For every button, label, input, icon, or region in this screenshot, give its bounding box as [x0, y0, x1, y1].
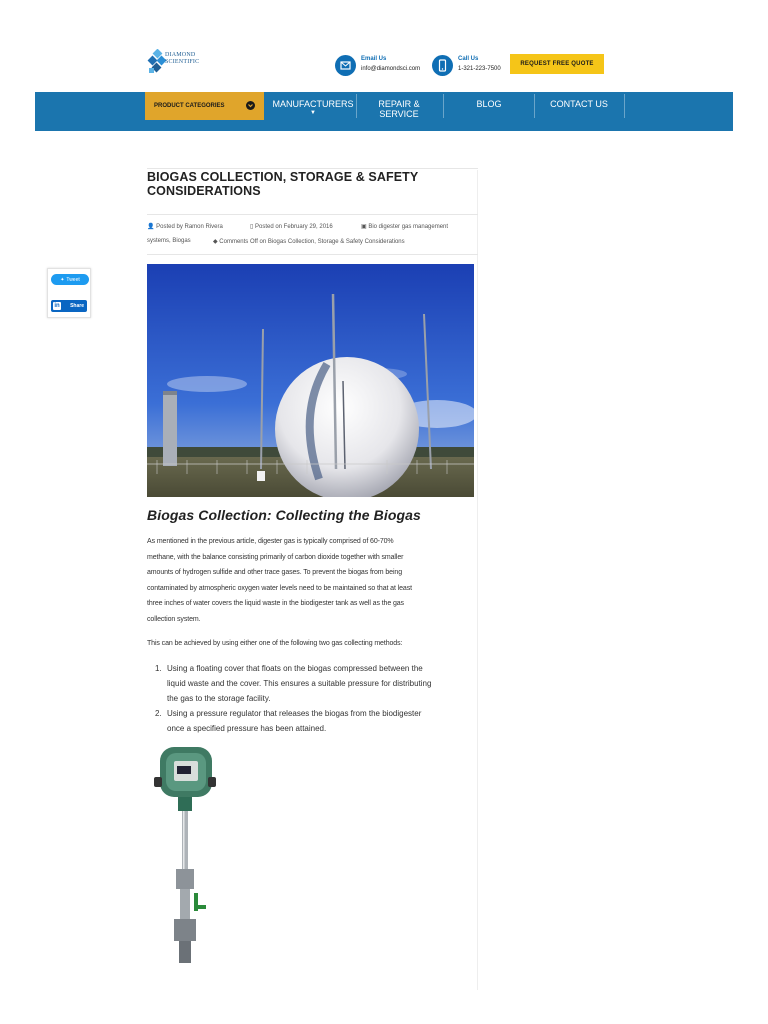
user-icon: 👤	[147, 224, 155, 230]
nav-repair-line2: SERVICE	[379, 109, 419, 119]
chevron-down-icon	[246, 101, 255, 110]
calendar-icon: ▯	[250, 224, 254, 230]
request-quote-button[interactable]: REQUEST FREE QUOTE	[510, 54, 604, 74]
tweet-button[interactable]	[51, 274, 89, 285]
section-heading: Biogas Collection: Collecting the Biogas	[147, 507, 421, 523]
list-line: Using a pressure regulator that releases the biogas from the biodigester	[167, 709, 422, 718]
meta-bottom-rule	[147, 254, 478, 255]
logo-line-2: SCIENTIFIC	[165, 59, 200, 65]
nav-divider	[624, 94, 625, 118]
nav-blog[interactable]: BLOG	[476, 99, 502, 109]
meta-comments-text: Comments Off on Biogas Collection, Storage & Safety Considerations	[219, 239, 405, 245]
email-icon[interactable]	[335, 55, 356, 76]
meta-date	[250, 223, 333, 230]
paragraph-line: collection system.	[147, 615, 201, 623]
phone-value[interactable]: 1-321-223-7500	[458, 66, 501, 72]
email-label: Email Us	[361, 56, 387, 62]
logo-wordmark	[165, 52, 199, 66]
email-value[interactable]: info@diamondsci.com	[361, 66, 421, 72]
biogas-dome-photo	[147, 264, 474, 497]
nav-divider	[534, 94, 535, 118]
phone-label: Call Us	[458, 56, 479, 62]
nav-repair-line1: REPAIR &	[378, 99, 420, 109]
nav-manufacturers[interactable]	[269, 99, 357, 117]
list-line: once a specified pressure has been attained.	[167, 724, 327, 733]
tweet-label: Tweet	[66, 276, 80, 283]
meta-tags-text-1: Bio digester gas management	[368, 224, 449, 230]
twitter-bird-icon: ✦	[60, 276, 65, 283]
meta-author[interactable]	[147, 223, 223, 230]
paragraph-line: methane, with the balance consisting primarily of carbon dioxide together with smaller	[147, 553, 404, 561]
meta-tags-cont[interactable]: systems, Biogas	[147, 238, 191, 244]
collection-methods-list	[155, 661, 477, 741]
meta-tags[interactable]	[361, 223, 448, 230]
article-title: BIOGAS COLLECTION, STORAGE & SAFETY CONSIDERATIONS	[147, 170, 419, 198]
linkedin-icon: in	[54, 303, 60, 309]
meta-date-text: Posted on February 29, 2016	[254, 224, 333, 230]
article-paragraph-2: This can be achieved by using either one of the following two gas collecting methods:	[147, 640, 403, 647]
nav-divider	[356, 94, 357, 118]
nav-repair-service[interactable]	[362, 99, 436, 119]
list-number: 2.	[155, 709, 162, 718]
phone-icon[interactable]	[432, 55, 453, 76]
paragraph-line: As mentioned in the previous article, digester gas is typically comprised of 60-70%	[147, 538, 394, 545]
linkedin-share-button[interactable]	[51, 300, 87, 312]
caret-down-icon: ▼	[310, 110, 316, 116]
list-number: 1.	[155, 664, 162, 673]
linkedin-share-label: Share	[70, 303, 84, 309]
meta-comments[interactable]	[213, 238, 405, 245]
nav-product-categories[interactable]	[145, 92, 264, 120]
logo-line-1: DIAMOND	[165, 52, 196, 58]
list-line: the gas to the storage facility.	[167, 694, 271, 703]
title-top-rule	[147, 168, 478, 169]
nav-manufacturers-label: MANUFACTURERS	[272, 99, 354, 109]
list-line: Using a floating cover that floats on the biogas compressed between the	[167, 664, 423, 673]
comment-icon: ◆	[213, 239, 218, 245]
gas-flow-meter-photo	[152, 743, 216, 965]
meta-author-text: Posted by Ramon Rivera	[156, 224, 223, 230]
folder-icon: ▣	[361, 224, 367, 230]
nav-contact-us[interactable]: CONTACT US	[550, 99, 608, 109]
list-line: liquid waste and the cover. This ensures a suitable pressure for distributing	[167, 679, 432, 688]
paragraph-line: three inches of water covers the liquid waste in the biodigester tank as well as the gas	[147, 600, 404, 607]
paragraph-line: contaminated by atmospheric oxygen water levels need to be maintained so that at least	[147, 584, 412, 592]
nav-divider	[443, 94, 444, 118]
meta-top-rule	[147, 214, 478, 215]
article-paragraph-1	[147, 534, 477, 627]
content-divider	[477, 170, 478, 990]
paragraph-line: amounts of hydrogen sulfide and other trace gases. To prevent the biogas from being	[147, 569, 403, 576]
nav-product-categories-label: PRODUCT CATEGORIES	[154, 103, 225, 109]
